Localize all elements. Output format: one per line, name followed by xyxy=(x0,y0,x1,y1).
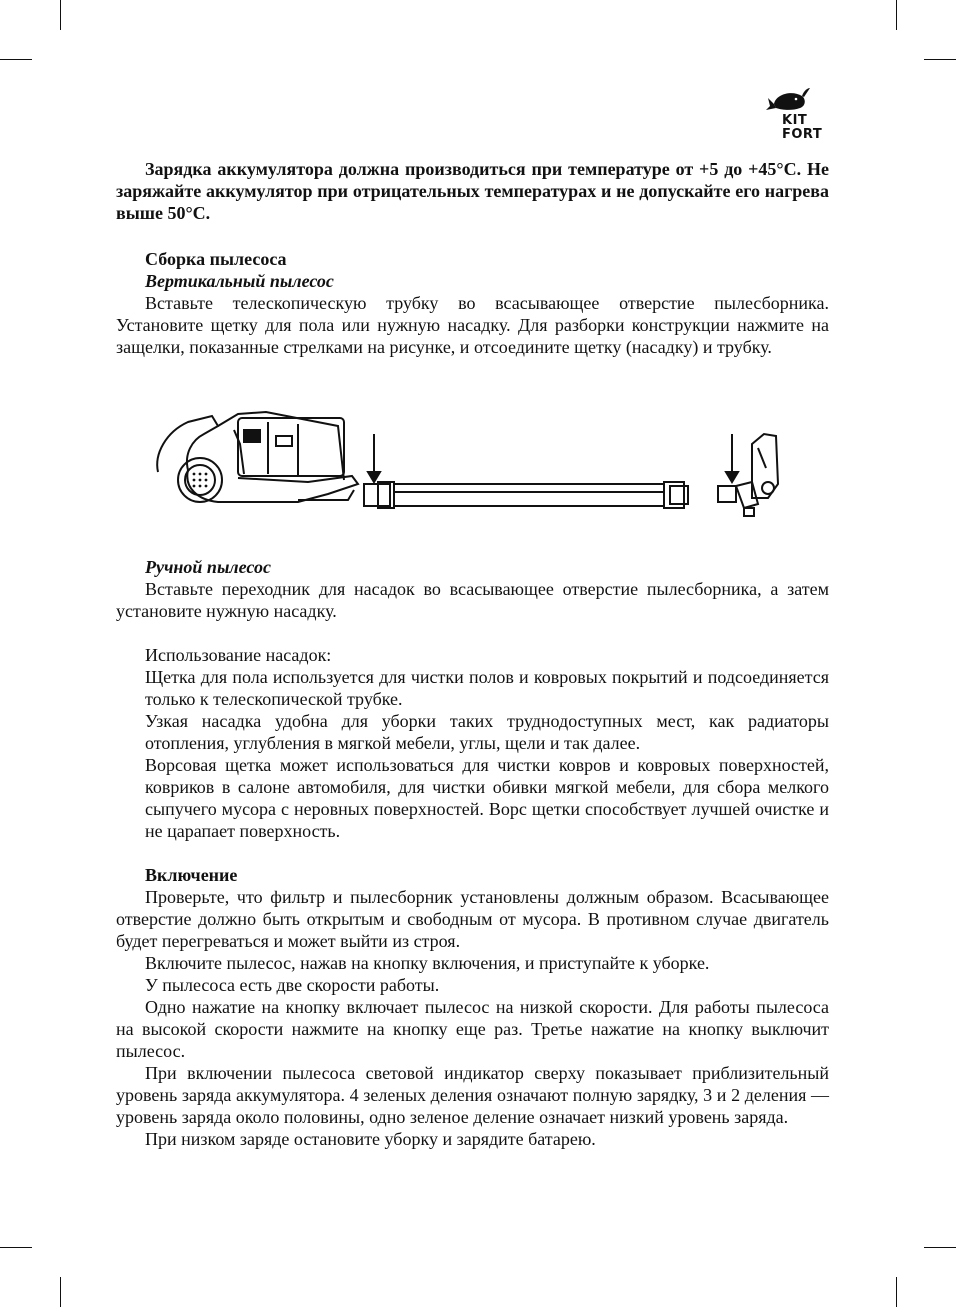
power-on-paragraph: Одно нажатие на кнопку включает пылесос на низкой скорости. Для работы пылесоса на высокой скорости нажмите на кнопку еще раз. Третье нажатие на кнопку выключит пылесос. xyxy=(116,997,829,1061)
telescopic-tube-drawing xyxy=(364,434,688,508)
assembly-heading: Сборка пылесоса xyxy=(145,249,287,269)
charging-warning: Зарядка аккумулятора должна производиться при температуре от +5 до +45°C. Не заряжайте аккумулятор при отрицательных температурах и не допускайте его нагрева выше 50°C. xyxy=(116,159,829,223)
power-on-heading: Включение xyxy=(145,865,238,885)
power-on-paragraph: Проверьте, что фильтр и пылесборник установлены должным образом. Всасывающее отверстие должно быть открытым и свободным от мусора. В противном случае двигатель будет перегреваться и может выйти из строя. xyxy=(116,887,829,951)
power-on-paragraph: При включении пылесоса световой индикатор сверху показывает приблизительный уровень заряда аккумулятора. 4 зеленых деления означают полную зарядку, 3 и 2 деления — уровень заряда около половины, одно зеленое деление означает низкий уровень заряда. xyxy=(116,1063,829,1127)
power-on-paragraph: При низком заряде остановите уборку и зарядите батарею. xyxy=(145,1129,596,1149)
attachments-section xyxy=(116,644,829,842)
brand-line-2: FORT xyxy=(782,127,823,142)
power-on-section xyxy=(116,864,829,1150)
assembly-figure xyxy=(148,404,788,528)
crop-mark-top-left xyxy=(60,0,61,30)
attachment-item-floor-brush: Щетка для пола используется для чистки полов и ковровых покрытий и подсоединяется только к телескопической трубке. xyxy=(145,667,829,709)
brand-name xyxy=(782,114,830,142)
crop-mark-right-top xyxy=(924,59,956,60)
attachments-intro: Использование насадок: xyxy=(145,645,332,665)
floor-brush-drawing xyxy=(718,434,778,516)
attachment-item-crevice-nozzle: Узкая насадка удобна для уборки таких труднодоступных мест, как радиаторы отопления, углубления в мягкой мебели, углы, щели и так далее. xyxy=(145,711,829,753)
crop-mark-top-right xyxy=(896,0,897,30)
power-on-paragraph: Включите пылесос, нажав на кнопку включения, и приступайте к уборке. xyxy=(145,953,710,973)
kitfort-logo xyxy=(766,86,830,148)
crop-mark-left-bottom xyxy=(0,1247,32,1248)
handheld-subheading: Ручной пылесос xyxy=(145,557,271,577)
power-on-paragraph: У пылесоса есть две скорости работы. xyxy=(145,975,440,995)
handheld-text: Вставьте переходник для насадок во всасывающее отверстие пылесборника, а затем установите нужную насадку. xyxy=(116,579,829,621)
vertical-text: Вставьте телескопическую трубку во всасывающее отверстие пылесборника. Установите щетку для пола или нужную насадку. Для разборки конструкции нажмите на защелки, показанные стрелками на рисунке, и отсоедините щетку (насадку) и трубку. xyxy=(116,293,829,357)
crop-mark-right-bottom xyxy=(924,1247,956,1248)
grille-dots xyxy=(193,473,208,488)
handheld-section xyxy=(116,556,829,622)
handheld-unit-drawing xyxy=(157,412,358,502)
assembly-section xyxy=(116,248,829,358)
crop-mark-bottom-left xyxy=(60,1277,61,1307)
crop-mark-bottom-right xyxy=(896,1277,897,1307)
brand-line-1: KIT xyxy=(782,113,808,128)
whale-icon xyxy=(766,86,830,116)
attachment-item-dusting-brush: Ворсовая щетка может использоваться для чистки ковров и ковровых поверхностей, ковриков в салоне автомобиля, для чистки обивки мягкой мебели, для сбора мелкого сыпучего мусора с неровных поверхностей. Ворс щетки способствует лучшей очистке и не царапает поверхность. xyxy=(145,755,829,841)
charging-warning-block xyxy=(116,158,829,224)
crop-mark-left-top xyxy=(0,59,32,60)
vertical-subheading: Вертикальный пылесос xyxy=(145,271,334,291)
